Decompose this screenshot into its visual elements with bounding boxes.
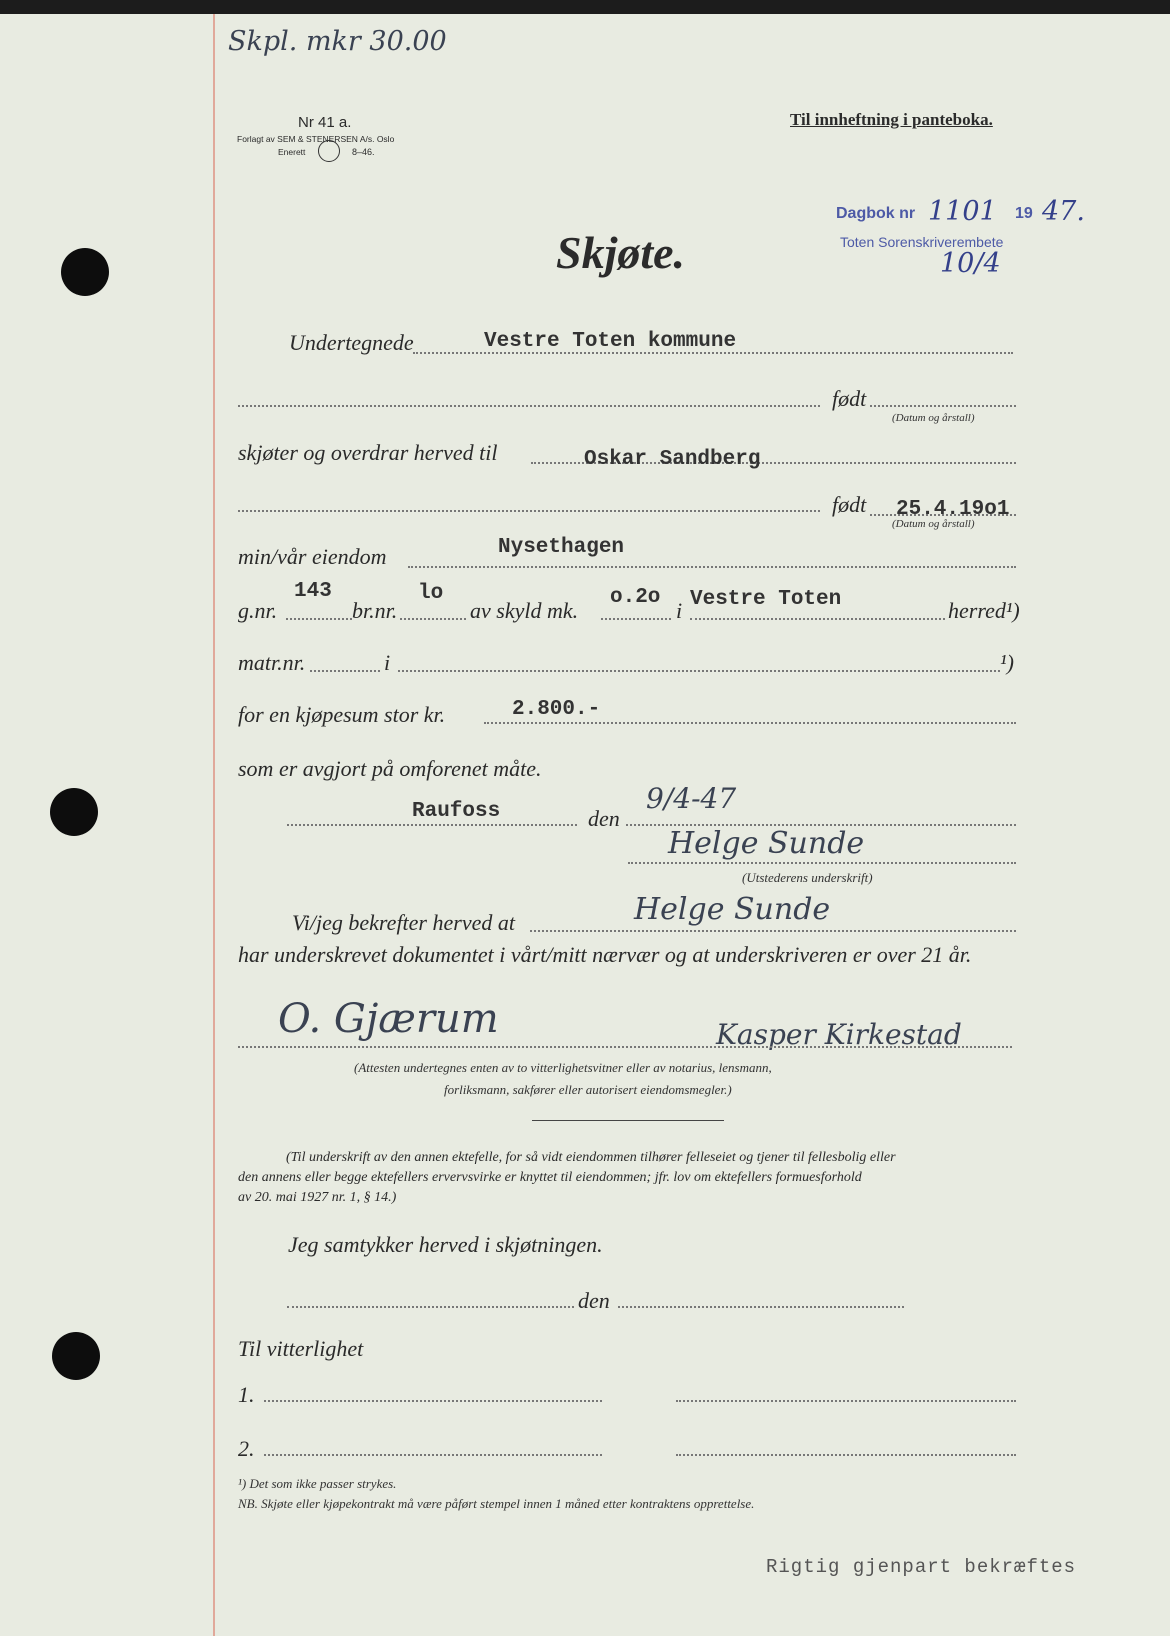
gnr-line xyxy=(286,618,352,620)
punch-hole xyxy=(61,248,109,296)
footnote-1: ¹) Det som ikke passer strykes. xyxy=(238,1476,397,1491)
property-line xyxy=(408,566,1016,568)
issuer-caption: (Utstederens underskrift) xyxy=(742,870,873,885)
place-line xyxy=(287,824,577,826)
footnote-2: NB. Skjøte eller kjøpekontrakt må være påført stempel innen 1 måned etter kontraktens opprettelse. xyxy=(238,1496,755,1511)
publisher-sub: Enerett xyxy=(278,147,306,157)
spouse-note-3: av 20. mai 1927 nr. 1, § 14.) xyxy=(238,1190,397,1205)
herred-line xyxy=(690,618,945,620)
consent-place-line xyxy=(287,1306,574,1308)
attest-note-2: forliksmann, sakfører eller autorisert eiendomsmegler.) xyxy=(444,1082,732,1097)
buyer-name-line-2 xyxy=(238,510,820,512)
margin-line xyxy=(213,14,215,1636)
den-label: den xyxy=(588,806,620,831)
certified-stamp: Rigtig gjenpart bekræftes xyxy=(766,1556,1077,1578)
gnr-label: g.nr. xyxy=(238,598,278,623)
fodt-label-1: født xyxy=(832,386,867,411)
herred-label: herred¹) xyxy=(948,598,1020,623)
stamp-number: 1101 xyxy=(928,196,997,227)
gnr-value: 143 xyxy=(294,580,332,603)
attest-note-1: (Attesten undertegnes enten av to vitterlighetsvitner eller av notarius, lensmann, xyxy=(354,1060,772,1075)
margin-note: Skpl. mkr 30.00 xyxy=(228,26,447,57)
document-title: Skjøte. xyxy=(556,227,686,278)
punch-hole xyxy=(50,788,98,836)
place-value: Raufoss xyxy=(412,800,501,823)
header-right: Til innheftning i panteboka. xyxy=(790,110,993,129)
consent-date-line xyxy=(618,1306,904,1308)
buyer-name: Oskar Sandberg xyxy=(584,448,761,471)
confirm-text: har underskrevet dokumentet i vårt/mitt nærvær og at underskriveren er over 21 år. xyxy=(238,942,972,967)
matr-herred-line xyxy=(398,670,1000,672)
publisher-date: 8–46. xyxy=(352,147,375,157)
skyld-value: o.2o xyxy=(610,586,661,609)
property-name: Nysethagen xyxy=(498,536,625,559)
matr-label: matr.nr. xyxy=(238,650,306,675)
brnr-label: br.nr. xyxy=(352,598,398,623)
seller-name-line-2 xyxy=(238,405,820,407)
skyld-label: av skyld mk. xyxy=(470,598,579,623)
settled-text: som er avgjort på omforenet måte. xyxy=(238,756,542,781)
herred-i-label: i xyxy=(676,598,683,623)
consent-text: Jeg samtykker herved i skjøtningen. xyxy=(288,1232,603,1257)
date-value: 9/4-47 xyxy=(646,782,737,815)
witness-signature-1: O. Gjærum xyxy=(278,996,499,1042)
skyld-line xyxy=(601,618,671,620)
witness-2-label: 2. xyxy=(238,1436,255,1461)
stamp-year: 47. xyxy=(1042,196,1085,227)
consent-den-label: den xyxy=(578,1288,610,1313)
transfer-label: skjøter og overdrar herved til xyxy=(238,440,498,465)
attest-signature-line xyxy=(238,1046,1012,1048)
price-line xyxy=(484,722,1016,724)
publisher-line: Forlagt av SEM & STENERSEN A/s. Oslo xyxy=(237,134,395,144)
herred-value: Vestre Toten xyxy=(690,588,842,611)
seller-born-line xyxy=(870,405,1016,407)
fodt-label-2: født xyxy=(832,492,867,517)
witness-heading: Til vitterlighet xyxy=(238,1336,364,1361)
confirm-line xyxy=(530,930,1016,932)
seller-name: Vestre Toten kommune xyxy=(484,330,737,353)
brnr-value: lo xyxy=(418,582,444,605)
price-value: 2.800.- xyxy=(512,698,601,721)
matr-line xyxy=(310,670,380,672)
brnr-line xyxy=(400,618,466,620)
witness-2-line-a xyxy=(264,1454,602,1456)
witness-1-label: 1. xyxy=(238,1382,255,1407)
punch-hole xyxy=(52,1332,100,1380)
stamp-date: 10/4 xyxy=(940,248,1001,279)
witness-1-line-a xyxy=(264,1400,602,1402)
spouse-note-2: den annens eller begge ektefellers ervervsvirke er knyttet til eiendommen; jfr. lov om ektefellers formuesforhold xyxy=(238,1170,862,1185)
stamp-office: Toten Sorenskriverembete xyxy=(840,234,1004,250)
matr-i-label: i xyxy=(384,650,391,675)
separator-rule xyxy=(532,1120,724,1121)
price-label: for en kjøpesum stor kr. xyxy=(238,702,446,727)
stamp-dagbok-label: Dagbok nr xyxy=(836,205,916,222)
confirm-label: Vi/jeg bekrefter herved at xyxy=(292,910,515,935)
issuer-signature-line xyxy=(628,862,1016,864)
datum-note-1: (Datum og årstall) xyxy=(892,412,975,424)
property-label: min/vår eiendom xyxy=(238,544,387,569)
issuer-signature: Helge Sunde xyxy=(668,826,865,861)
undertegnede-label: Undertegnede xyxy=(289,330,414,355)
matr-end: ¹) xyxy=(1000,650,1014,675)
scan-top-edge xyxy=(0,0,1170,14)
witness-signature-2: Kasper Kirkestad xyxy=(716,1018,962,1051)
confirm-signature: Helge Sunde xyxy=(634,892,831,927)
witness-1-line-b xyxy=(676,1400,1016,1402)
spouse-note-1: (Til underskrift av den annen ektefelle, for så vidt eiendommen tilhører felleseiet og tjener til fellesbolig eller xyxy=(286,1150,896,1165)
buyer-born: 25.4.19o1 xyxy=(896,498,1010,521)
datum-note-2: (Datum og årstall) xyxy=(892,518,975,530)
witness-2-line-b xyxy=(676,1454,1016,1456)
stamp-year-prefix: 19 xyxy=(1015,205,1033,222)
publisher-logo xyxy=(318,140,340,162)
form-number: Nr 41 a. xyxy=(298,114,352,131)
